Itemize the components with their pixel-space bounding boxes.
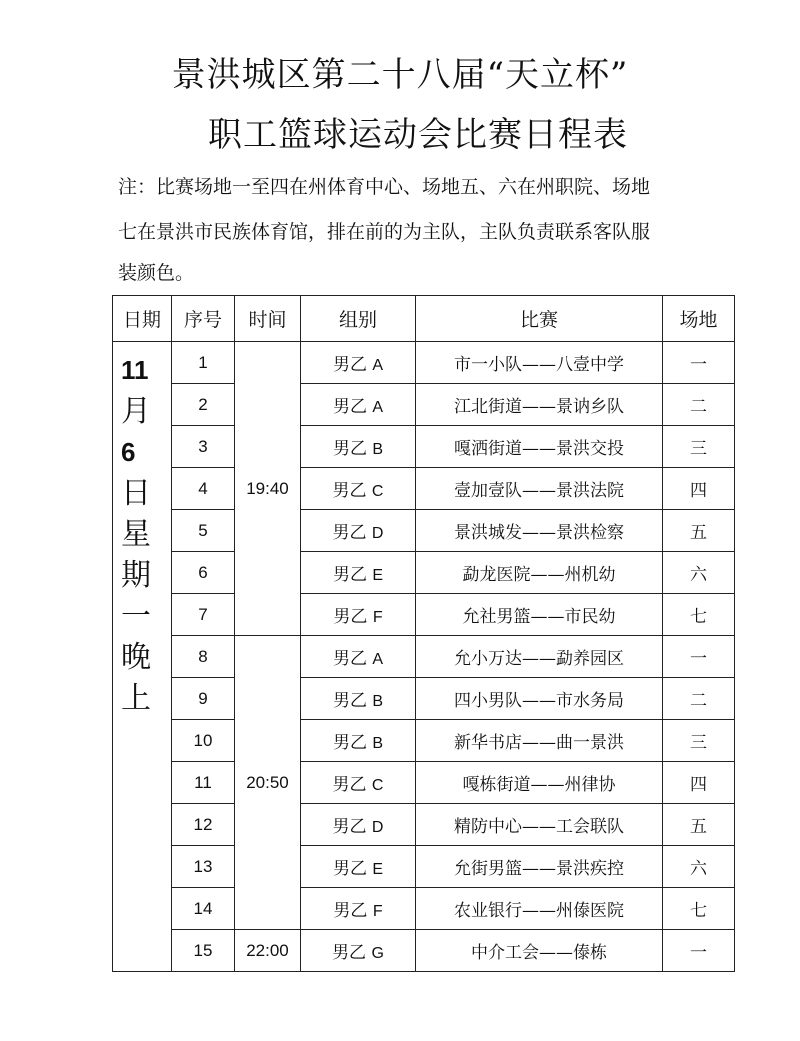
group-cell [301,384,416,426]
group-name: 男乙 [332,439,367,459]
seq-cell: 2 [172,384,235,426]
group-letter: C [371,483,384,500]
group-cell [301,426,416,468]
group-cell [301,552,416,594]
seq-cell: 14 [172,888,235,930]
group-name: 男乙 [332,859,367,879]
seq-cell: 3 [172,426,235,468]
seq-cell: 1 [172,342,235,384]
table-row [113,762,735,804]
note-line3: 装颜色。 [118,262,195,284]
table-row [113,636,735,678]
group-cell [301,678,416,720]
table-row [113,384,735,426]
date-char: 晚 [121,640,151,675]
match-cell: 精防中心——工会联队 [416,804,663,846]
table-row [113,426,735,468]
table-row [113,846,735,888]
venue-cell: 四 [663,468,735,510]
venue-cell: 六 [663,552,735,594]
venue-cell: 四 [663,762,735,804]
table-row [113,468,735,510]
header-match: 比赛 [416,296,663,342]
table-row [113,552,735,594]
venue-cell: 五 [663,510,735,552]
group-name: 男乙 [332,565,367,585]
match-cell: 允街男篮——景洪疾控 [416,846,663,888]
group-letter: C [371,777,384,794]
group-letter: F [372,609,383,626]
table-row [113,930,735,972]
seq-cell: 12 [172,804,235,846]
match-cell: 市一小队——八壹中学 [416,342,663,384]
group-name: 男乙 [332,817,367,837]
group-cell [301,762,416,804]
group-name: 男乙 [332,481,367,501]
group-letter: B [372,693,384,710]
table-row [113,342,735,384]
seq-cell: 11 [172,762,235,804]
venue-cell: 五 [663,804,735,846]
venue-cell: 一 [663,636,735,678]
venue-cell: 七 [663,594,735,636]
date-char: 一 [121,599,151,634]
group-cell [301,720,416,762]
group-cell [301,636,416,678]
time-cell: 22:00 [235,930,301,972]
match-cell: 嘎栋街道——州律协 [416,762,663,804]
group-cell [301,804,416,846]
group-cell [301,342,416,384]
time-cell: 19:40 [235,342,301,636]
seq-cell: 13 [172,846,235,888]
note-line2: 七在景洪市民族体育馆，排在前的为主队，主队负责联系客队服 [118,221,651,243]
venue-cell: 二 [663,384,735,426]
date-char: 11 [121,355,149,385]
group-letter: D [371,525,384,542]
date-char: 上 [121,681,151,716]
date-char: 星 [121,517,151,552]
date-char: 月 [121,394,151,429]
schedule-table [112,295,735,972]
seq-cell: 7 [172,594,235,636]
group-letter: B [372,441,384,458]
venue-cell: 三 [663,426,735,468]
table-row [113,678,735,720]
group-name: 男乙 [332,691,367,711]
seq-cell: 4 [172,468,235,510]
table-row [113,804,735,846]
seq-cell: 5 [172,510,235,552]
match-cell: 新华书店——曲一景洪 [416,720,663,762]
date-char: 期 [121,558,151,593]
group-letter: E [372,861,384,878]
time-cell: 20:50 [235,636,301,930]
table-row [113,510,735,552]
group-name: 男乙 [332,397,367,417]
venue-cell: 六 [663,846,735,888]
group-letter: G [371,945,384,962]
match-cell: 嘎洒街道——景洪交投 [416,426,663,468]
seq-cell: 8 [172,636,235,678]
seq-cell: 9 [172,678,235,720]
date-char: 6 [121,437,136,467]
venue-cell: 七 [663,888,735,930]
group-name: 男乙 [332,355,367,375]
seq-cell: 10 [172,720,235,762]
group-name: 男乙 [332,523,367,543]
match-cell: 农业银行——州傣医院 [416,888,663,930]
group-letter: E [372,567,384,584]
seq-cell: 15 [172,930,235,972]
group-name: 男乙 [333,607,368,627]
group-letter: D [371,819,384,836]
group-letter: A [372,651,384,668]
table-header-row [113,296,735,342]
group-cell [301,510,416,552]
venue-cell: 三 [663,720,735,762]
table-row [113,888,735,930]
match-cell: 壹加壹队——景洪法院 [416,468,663,510]
seq-cell: 6 [172,552,235,594]
date-cell [113,342,172,972]
group-letter: A [372,357,384,374]
venue-cell: 一 [663,930,735,972]
document-title-line1: 景洪城区第二十八届“天立杯” [171,55,629,95]
match-cell: 四小男队——市水务局 [416,678,663,720]
table-row [113,720,735,762]
group-name: 男乙 [332,943,367,963]
match-cell: 勐龙医院——州机幼 [416,552,663,594]
group-cell [301,846,416,888]
match-cell: 中介工会——傣栋 [416,930,663,972]
group-name: 男乙 [332,775,367,795]
match-cell: 景洪城发——景洪检察 [416,510,663,552]
group-letter: B [372,735,384,752]
header-seq: 序号 [172,296,235,342]
group-cell [301,594,416,636]
group-letter: A [372,399,384,416]
header-venue: 场地 [663,296,735,342]
match-cell: 允小万达——勐养园区 [416,636,663,678]
group-letter: F [372,903,383,920]
group-name: 男乙 [332,733,367,753]
date-char: 日 [121,476,151,511]
header-time: 时间 [235,296,301,342]
document-title-line2: 职工篮球运动会比赛日程表 [208,115,628,155]
note-line1: 注：比赛场地一至四在州体育中心、场地五、六在州职院、场地 [118,176,651,198]
venue-cell: 二 [663,678,735,720]
group-name: 男乙 [332,649,367,669]
header-date: 日期 [113,296,172,342]
group-cell [301,930,416,972]
table-row [113,594,735,636]
group-name: 男乙 [333,901,368,921]
venue-cell: 一 [663,342,735,384]
match-cell: 江北街道——景讷乡队 [416,384,663,426]
header-group: 组别 [301,296,416,342]
group-cell [301,888,416,930]
group-cell [301,468,416,510]
match-cell: 允社男篮——市民幼 [416,594,663,636]
